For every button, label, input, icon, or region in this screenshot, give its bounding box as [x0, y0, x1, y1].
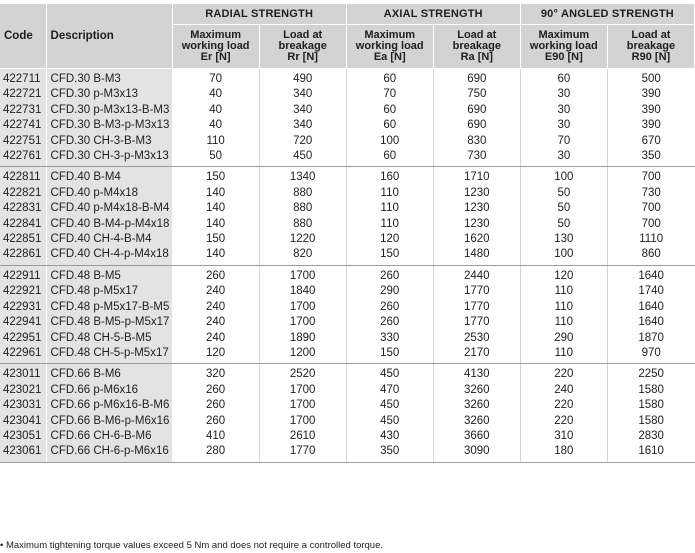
value-cell: 390: [607, 87, 694, 102]
value-cell: 180: [520, 444, 607, 462]
value-cell: 2250: [607, 364, 694, 383]
value-cell: 3660: [433, 429, 520, 444]
value-cell: 880: [259, 201, 346, 216]
value-cell: 1640: [607, 300, 694, 315]
description-cell: CFD.48 p-M5x17-B-M5: [46, 300, 172, 315]
value-cell: 260: [346, 315, 433, 330]
value-cell: 720: [259, 134, 346, 149]
value-cell: 1770: [433, 284, 520, 299]
value-cell: 1710: [433, 167, 520, 186]
value-cell: 30: [520, 149, 607, 167]
header-line: Load at: [283, 29, 323, 41]
value-cell: 1770: [433, 315, 520, 330]
axial-strength-header: AXIAL STRENGTH: [346, 4, 520, 25]
value-cell: 240: [172, 331, 259, 346]
value-cell: 830: [433, 134, 520, 149]
header-line: working load: [355, 40, 424, 52]
value-cell: 1700: [259, 265, 346, 284]
value-cell: 700: [607, 167, 694, 186]
value-cell: 1770: [433, 300, 520, 315]
value-cell: 750: [433, 87, 520, 102]
description-cell: CFD.40 CH-4-p-M4x18: [46, 247, 172, 265]
value-cell: 100: [520, 167, 607, 186]
value-cell: 140: [172, 247, 259, 265]
description-cell: CFD.30 p-M3x13: [46, 87, 172, 102]
table-row: [0, 429, 695, 444]
value-cell: 220: [520, 364, 607, 383]
value-cell: 50: [520, 186, 607, 201]
table-row: [0, 284, 695, 299]
value-cell: 130: [520, 232, 607, 247]
value-cell: 490: [259, 69, 346, 88]
code-cell: 422761: [0, 149, 46, 167]
code-cell: 422931: [0, 300, 46, 315]
table-row: [0, 232, 695, 247]
value-cell: 1700: [259, 414, 346, 429]
rr-header: [259, 25, 346, 69]
value-cell: 1700: [259, 398, 346, 413]
value-cell: 3260: [433, 398, 520, 413]
value-cell: 260: [346, 300, 433, 315]
value-cell: 350: [607, 149, 694, 167]
value-cell: 390: [607, 103, 694, 118]
value-cell: 1890: [259, 331, 346, 346]
value-cell: 280: [172, 444, 259, 462]
code-cell: 422831: [0, 201, 46, 216]
value-cell: 110: [520, 300, 607, 315]
value-cell: 30: [520, 87, 607, 102]
header-line: working load: [181, 40, 250, 52]
code-cell: 422841: [0, 217, 46, 232]
code-cell: 422741: [0, 118, 46, 133]
value-cell: 350: [346, 444, 433, 462]
value-cell: 110: [346, 186, 433, 201]
value-cell: 240: [172, 284, 259, 299]
code-cell: 422961: [0, 346, 46, 364]
code-cell: 423061: [0, 444, 46, 462]
value-cell: 140: [172, 201, 259, 216]
value-cell: 100: [520, 247, 607, 265]
ea-header: [346, 25, 433, 69]
table-row: [0, 167, 695, 186]
header-line: Load at: [457, 29, 497, 41]
value-cell: 70: [520, 134, 607, 149]
table-row: [0, 414, 695, 429]
value-cell: 240: [520, 383, 607, 398]
value-cell: 1640: [607, 315, 694, 330]
value-cell: 410: [172, 429, 259, 444]
value-cell: 40: [172, 103, 259, 118]
code-cell: 422811: [0, 167, 46, 186]
value-cell: 880: [259, 186, 346, 201]
description-cell: CFD.48 CH-5-p-M5x17: [46, 346, 172, 364]
header-line: E90 [N]: [544, 51, 583, 63]
value-cell: 110: [520, 346, 607, 364]
value-cell: 60: [346, 69, 433, 88]
value-cell: 1740: [607, 284, 694, 299]
table-row: [0, 346, 695, 364]
code-cell: 423011: [0, 364, 46, 383]
value-cell: 1220: [259, 232, 346, 247]
value-cell: 220: [520, 414, 607, 429]
description-cell: CFD.40 B-M4: [46, 167, 172, 186]
value-cell: 70: [172, 69, 259, 88]
description-cell: CFD.40 p-M4x18-B-M4: [46, 201, 172, 216]
table-row: [0, 118, 695, 133]
ra-header: [433, 25, 520, 69]
er-header: [172, 25, 259, 69]
code-cell: 422851: [0, 232, 46, 247]
value-cell: 240: [172, 315, 259, 330]
code-cell: 422941: [0, 315, 46, 330]
value-cell: 2610: [259, 429, 346, 444]
value-cell: 50: [520, 217, 607, 232]
value-cell: 70: [346, 87, 433, 102]
value-cell: 1230: [433, 217, 520, 232]
table-row: [0, 444, 695, 462]
value-cell: 1480: [433, 247, 520, 265]
value-cell: 450: [346, 398, 433, 413]
table-row: [0, 217, 695, 232]
value-cell: 140: [172, 217, 259, 232]
value-cell: 690: [433, 69, 520, 88]
value-cell: 320: [172, 364, 259, 383]
code-cell: 422911: [0, 265, 46, 284]
table-row: [0, 201, 695, 216]
value-cell: 260: [172, 398, 259, 413]
description-cell: CFD.48 B-M5: [46, 265, 172, 284]
table-row: [0, 398, 695, 413]
value-cell: 110: [520, 284, 607, 299]
value-cell: 40: [172, 118, 259, 133]
description-cell: CFD.48 CH-5-B-M5: [46, 331, 172, 346]
code-cell: 423021: [0, 383, 46, 398]
code-cell: 422711: [0, 69, 46, 88]
header-line: breakage: [626, 40, 676, 52]
value-cell: 260: [172, 414, 259, 429]
code-cell: 422731: [0, 103, 46, 118]
value-cell: 120: [346, 232, 433, 247]
header-line: Maximum: [190, 29, 241, 41]
table-row: [0, 69, 695, 88]
value-cell: 150: [346, 247, 433, 265]
value-cell: 390: [607, 118, 694, 133]
value-cell: 120: [172, 346, 259, 364]
code-cell: 423051: [0, 429, 46, 444]
radial-strength-header: RADIAL STRENGTH: [172, 4, 346, 25]
header-line: Maximum: [538, 29, 590, 41]
value-cell: 2520: [259, 364, 346, 383]
value-cell: 340: [259, 103, 346, 118]
value-cell: 3260: [433, 383, 520, 398]
value-cell: 260: [172, 383, 259, 398]
value-cell: 2170: [433, 346, 520, 364]
value-cell: 290: [346, 284, 433, 299]
description-header: Description: [46, 4, 172, 69]
value-cell: 1770: [259, 444, 346, 462]
value-cell: 1200: [259, 346, 346, 364]
description-cell: CFD.66 p-M6x16: [46, 383, 172, 398]
value-cell: 1840: [259, 284, 346, 299]
value-cell: 110: [346, 217, 433, 232]
value-cell: 110: [172, 134, 259, 149]
value-cell: 160: [346, 167, 433, 186]
value-cell: 150: [346, 346, 433, 364]
header-line: Maximum: [364, 29, 416, 41]
value-cell: 860: [607, 247, 694, 265]
value-cell: 1230: [433, 201, 520, 216]
table-row: [0, 300, 695, 315]
value-cell: 1110: [607, 232, 694, 247]
code-cell: 422861: [0, 247, 46, 265]
angled-strength-header: 90° ANGLED STRENGTH: [520, 4, 694, 25]
value-cell: 1700: [259, 383, 346, 398]
value-cell: 700: [607, 217, 694, 232]
value-cell: 2440: [433, 265, 520, 284]
value-cell: 1640: [607, 265, 694, 284]
value-cell: 220: [520, 398, 607, 413]
code-cell: 422951: [0, 331, 46, 346]
code-cell: 423031: [0, 398, 46, 413]
table-row: [0, 364, 695, 383]
value-cell: 500: [607, 69, 694, 88]
header-line: breakage: [452, 40, 501, 52]
value-cell: 140: [172, 186, 259, 201]
value-cell: 110: [520, 315, 607, 330]
code-cell: 423041: [0, 414, 46, 429]
value-cell: 330: [346, 331, 433, 346]
table-row: [0, 134, 695, 149]
code-cell: 422921: [0, 284, 46, 299]
value-cell: 2830: [607, 429, 694, 444]
value-cell: 970: [607, 346, 694, 364]
value-cell: 150: [172, 167, 259, 186]
value-cell: 430: [346, 429, 433, 444]
description-cell: CFD.30 B-M3: [46, 69, 172, 88]
table-row: [0, 331, 695, 346]
value-cell: 30: [520, 103, 607, 118]
header-line: Ra [N]: [460, 51, 493, 63]
value-cell: 340: [259, 87, 346, 102]
header-line: working load: [529, 40, 598, 52]
value-cell: 1870: [607, 331, 694, 346]
code-cell: 422751: [0, 134, 46, 149]
value-cell: 290: [520, 331, 607, 346]
description-cell: CFD.30 B-M3-p-M3x13: [46, 118, 172, 133]
value-cell: 730: [607, 186, 694, 201]
value-cell: 340: [259, 118, 346, 133]
value-cell: 450: [346, 414, 433, 429]
description-cell: CFD.66 B-M6: [46, 364, 172, 383]
table-row: [0, 247, 695, 265]
value-cell: 310: [520, 429, 607, 444]
value-cell: 30: [520, 118, 607, 133]
value-cell: 260: [172, 265, 259, 284]
table-row: [0, 265, 695, 284]
value-cell: 1580: [607, 383, 694, 398]
code-cell: 422721: [0, 87, 46, 102]
value-cell: 60: [346, 103, 433, 118]
value-cell: 1230: [433, 186, 520, 201]
description-cell: CFD.48 B-M5-p-M5x17: [46, 315, 172, 330]
value-cell: 120: [520, 265, 607, 284]
table-row: [0, 315, 695, 330]
table-row: [0, 87, 695, 102]
value-cell: 110: [346, 201, 433, 216]
value-cell: 3090: [433, 444, 520, 462]
table-row: [0, 149, 695, 167]
value-cell: 1340: [259, 167, 346, 186]
value-cell: 1700: [259, 315, 346, 330]
code-header: Code: [0, 4, 46, 69]
value-cell: 1610: [607, 444, 694, 462]
value-cell: 60: [520, 69, 607, 88]
value-cell: 470: [346, 383, 433, 398]
value-cell: 50: [172, 149, 259, 167]
r90-header: [607, 25, 694, 69]
value-cell: 1580: [607, 398, 694, 413]
value-cell: 60: [346, 118, 433, 133]
strength-table: [0, 4, 695, 463]
table-row: [0, 186, 695, 201]
table-row: [0, 103, 695, 118]
header-line: Er [N]: [200, 51, 231, 63]
code-cell: 422821: [0, 186, 46, 201]
description-cell: CFD.30 p-M3x13-B-M3: [46, 103, 172, 118]
description-cell: CFD.40 CH-4-B-M4: [46, 232, 172, 247]
value-cell: 260: [346, 265, 433, 284]
value-cell: 4130: [433, 364, 520, 383]
table-row: [0, 383, 695, 398]
header-line: R90 [N]: [631, 51, 671, 63]
description-cell: CFD.40 p-M4x18: [46, 186, 172, 201]
header-line: breakage: [278, 40, 327, 52]
value-cell: 50: [520, 201, 607, 216]
value-cell: 1700: [259, 300, 346, 315]
value-cell: 40: [172, 87, 259, 102]
description-cell: CFD.66 B-M6-p-M6x16: [46, 414, 172, 429]
value-cell: 820: [259, 247, 346, 265]
header-line: Ea [N]: [373, 51, 406, 63]
description-cell: CFD.48 p-M5x17: [46, 284, 172, 299]
value-cell: 60: [346, 149, 433, 167]
value-cell: 730: [433, 149, 520, 167]
footnote: • Maximum tightening torque values exceed 5 Nm and does not require a controlled torque.: [0, 540, 384, 551]
e90-header: [520, 25, 607, 69]
value-cell: 3260: [433, 414, 520, 429]
value-cell: 2530: [433, 331, 520, 346]
header-group-row: [0, 4, 695, 25]
value-cell: 450: [346, 364, 433, 383]
description-cell: CFD.66 CH-6-p-M6x16: [46, 444, 172, 462]
header-line: Load at: [631, 29, 671, 41]
value-cell: 1620: [433, 232, 520, 247]
value-cell: 670: [607, 134, 694, 149]
description-cell: CFD.66 CH-6-B-M6: [46, 429, 172, 444]
description-cell: CFD.66 p-M6x16-B-M6: [46, 398, 172, 413]
value-cell: 240: [172, 300, 259, 315]
description-cell: CFD.30 CH-3-B-M3: [46, 134, 172, 149]
value-cell: 700: [607, 201, 694, 216]
description-cell: CFD.30 CH-3-p-M3x13: [46, 149, 172, 167]
value-cell: 690: [433, 118, 520, 133]
description-cell: CFD.40 B-M4-p-M4x18: [46, 217, 172, 232]
value-cell: 690: [433, 103, 520, 118]
value-cell: 450: [259, 149, 346, 167]
value-cell: 150: [172, 232, 259, 247]
header-line: Rr [N]: [287, 51, 318, 63]
value-cell: 1580: [607, 414, 694, 429]
value-cell: 880: [259, 217, 346, 232]
value-cell: 100: [346, 134, 433, 149]
